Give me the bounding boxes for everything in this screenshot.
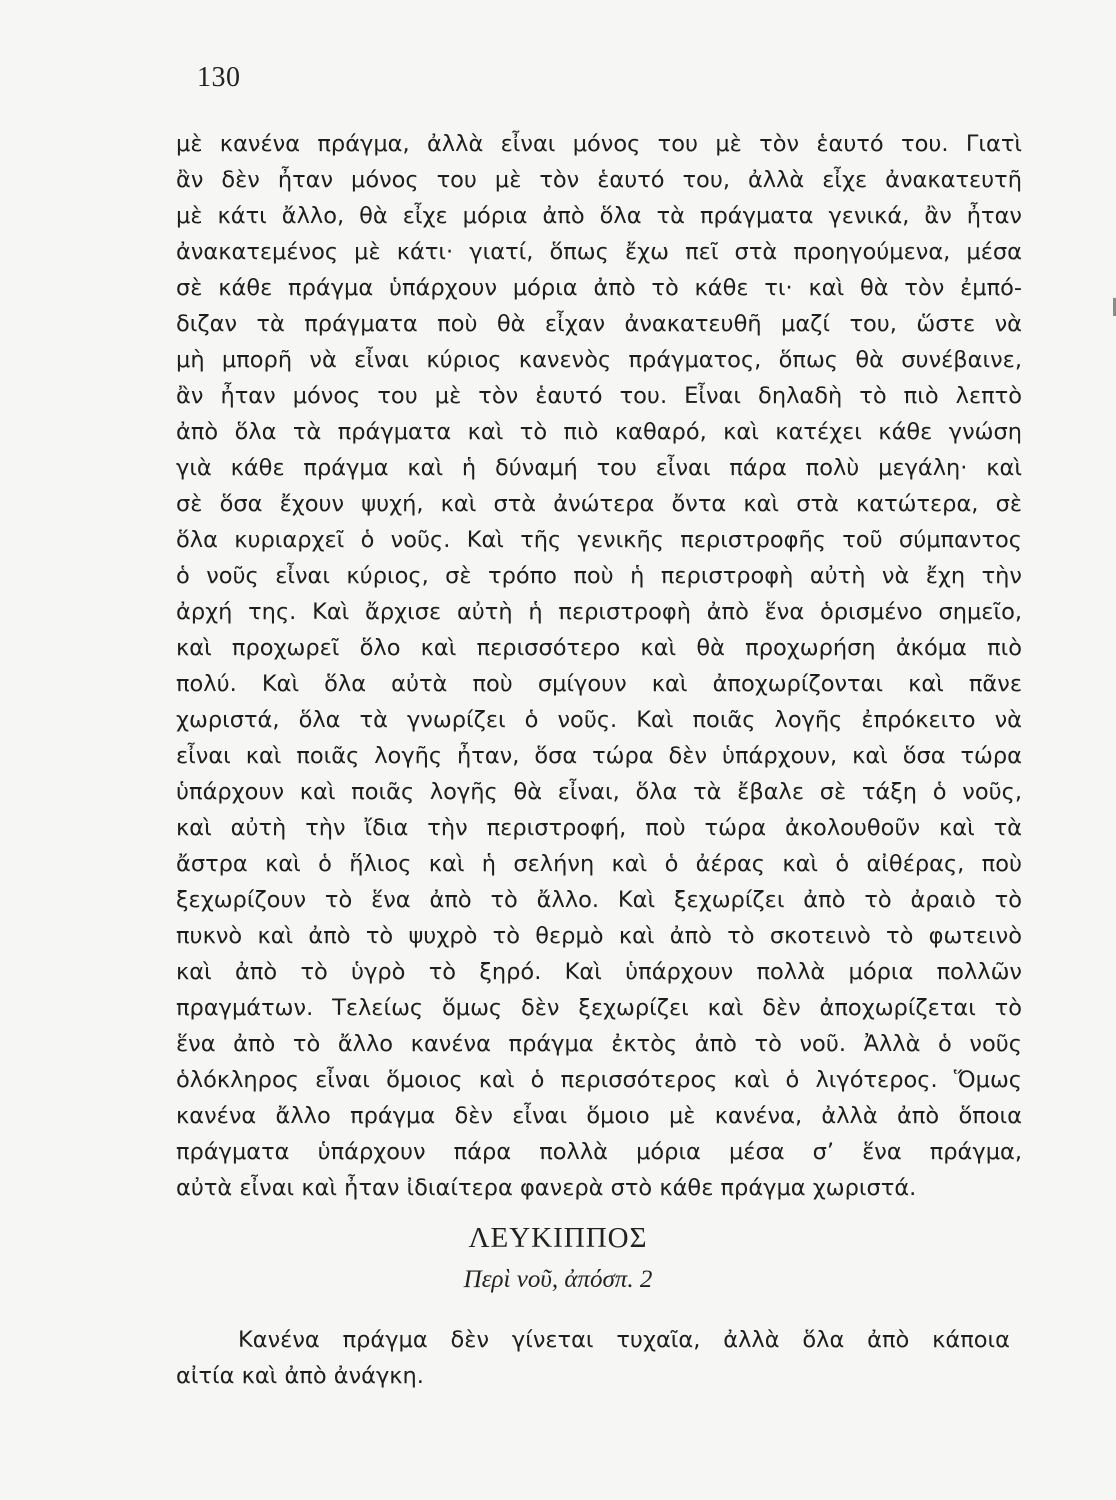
text-line: ὁ νοῦς εἶναι κύριος, σὲ τρόπο ποὺ ἡ περιστροφὴ αὐτὴ νὰ ἔχη τὴν: [176, 563, 1022, 589]
text-line: ὑπάρχουν καὶ ποιᾶς λογῆς θὰ εἶναι, ὅλα τὰ ἔβαλε σὲ τάξη ὁ νοῦς,: [176, 779, 1022, 805]
text-line: μὲ κάτι ἄλλο, θὰ εἶχε μόρια ἀπὸ ὅλα τὰ πράγματα γενικά, ἂν ἦταν: [176, 203, 1022, 229]
text-line: ἀνακατεμένος μὲ κάτι· γιατί, ὅπως ἔχω πεῖ στὰ προηγούμενα, μέσα: [176, 239, 1022, 265]
text-line: ἕνα ἀπὸ τὸ ἄλλο κανένα πράγμα ἐκτὸς ἀπὸ τὸ νοῦ. Ἀλλὰ ὁ νοῦς: [176, 1031, 1022, 1057]
section-subtitle: Περὶ νοῦ, ἀπόσπ. 2: [463, 1266, 653, 1293]
text-line: ἀπὸ ὅλα τὰ πράγματα καὶ τὸ πιὸ καθαρό, καὶ κατέχει κάθε γνώση: [176, 419, 1022, 445]
text-line: ὁλόκληρος εἶναι ὅμοιος καὶ ὁ περισσότερος καὶ ὁ λιγότερος. Ὅμως: [176, 1067, 1022, 1093]
page-number: 130: [197, 62, 241, 93]
text-line: σὲ ὅσα ἔχουν ψυχή, καὶ στὰ ἀνώτερα ὄντα καὶ στὰ κατώτερα, σὲ: [176, 491, 1022, 517]
text-line: χωριστά, ὅλα τὰ γνωρίζει ὁ νοῦς. Καὶ ποιᾶς λογῆς ἐπρόκειτο νὰ: [176, 707, 1022, 733]
text-line: κανένα ἄλλο πράγμα δὲν εἶναι ὅμοιο μὲ κανένα, ἀλλὰ ἀπὸ ὅποια: [176, 1103, 1022, 1129]
text-line: ἄστρα καὶ ὁ ἥλιος καὶ ἡ σελήνη καὶ ὁ ἀέρας καὶ ὁ αἰθέρας, ποὺ: [176, 851, 1022, 877]
fragment-text-block: [176, 1322, 1010, 1394]
text-line: σὲ κάθε πράγμα ὑπάρχουν μόρια ἀπὸ τὸ κάθε τι· καὶ θὰ τὸν ἐμπό-: [176, 275, 1022, 301]
text-line: ξεχωρίζουν τὸ ἕνα ἀπὸ τὸ ἄλλο. Καὶ ξεχωρίζει ἀπὸ τὸ ἀραιὸ τὸ: [176, 887, 1022, 913]
text-line: ἂν δὲν ἦταν μόνος του μὲ τὸν ἑαυτό του, ἀλλὰ εἶχε ἀνακατευτῆ: [176, 167, 1022, 193]
text-line: καὶ ἀπὸ τὸ ὑγρὸ τὸ ξηρό. Καὶ ὑπάρχουν πολλὰ μόρια πολλῶν: [176, 959, 1022, 985]
text-line: αὐτὰ εἶναι καὶ ἦταν ἰδιαίτερα φανερὰ στὸ κάθε πράγμα χωριστά.: [176, 1175, 917, 1201]
text-line: πραγμάτων. Τελείως ὅμως δὲν ξεχωρίζει καὶ δὲν ἀποχωρίζεται τὸ: [176, 995, 1022, 1021]
text-line: μὴ μπορῆ νὰ εἶναι κύριος κανενὸς πράγματος, ὅπως θὰ συνέβαινε,: [176, 347, 1022, 373]
text-line: εἶναι καὶ ποιᾶς λογῆς ἦταν, ὅσα τώρα δὲν ὑπάρχουν, καὶ ὅσα τώρα: [176, 743, 1022, 769]
fragment-line: αἰτία καὶ ἀπὸ ἀνάγκη.: [176, 1363, 424, 1389]
text-line: καὶ αὐτὴ τὴν ἴδια τὴν περιστροφή, ποὺ τώρα ἀκολουθοῦν καὶ τὰ: [176, 815, 1022, 841]
text-line: καὶ προχωρεῖ ὅλο καὶ περισσότερο καὶ θὰ προχωρήση ἀκόμα πιὸ: [176, 635, 1022, 661]
fragment-line: Κανένα πράγμα δὲν γίνεται τυχαῖα, ἀλλὰ ὅλα ἀπὸ κάποια: [238, 1327, 1010, 1353]
main-text-block: [176, 126, 1022, 1206]
text-line: ἂν ἦταν μόνος του μὲ τὸν ἑαυτό του. Εἶναι δηλαδὴ τὸ πιὸ λεπτὸ: [176, 383, 1022, 409]
text-line: ὅλα κυριαρχεῖ ὁ νοῦς. Καὶ τῆς γενικῆς περιστροφῆς τοῦ σύμπαντος: [176, 527, 1022, 553]
text-line: πυκνὸ καὶ ἀπὸ τὸ ψυχρὸ τὸ θερμὸ καὶ ἀπὸ τὸ σκοτεινὸ τὸ φωτεινὸ: [176, 923, 1022, 949]
text-line: γιὰ κάθε πράγμα καὶ ἡ δύναμή του εἶναι πάρα πολὺ μεγάλη· καὶ: [176, 455, 1022, 481]
text-line: μὲ κανένα πράγμα, ἀλλὰ εἶναι μόνος του μὲ τὸν ἑαυτό του. Γιατὶ: [176, 131, 1022, 157]
text-line: πολύ. Καὶ ὅλα αὐτὰ ποὺ σμίγουν καὶ ἀποχωρίζονται καὶ πᾶνε: [176, 671, 1022, 697]
text-line: ἀρχή της. Καὶ ἄρχισε αὐτὴ ἡ περιστροφὴ ἀπὸ ἕνα ὁρισμένο σημεῖο,: [176, 599, 1022, 625]
text-line: πράγματα ὑπάρχουν πάρα πολλὰ μόρια μέσα σ’ ἕνα πράγμα,: [176, 1139, 1022, 1165]
section-title: ΛΕΥΚΙΠΠΟΣ: [468, 1222, 648, 1254]
text-line: διζαν τὰ πράγματα ποὺ θὰ εἶχαν ἀνακατευθῆ μαζί του, ὥστε νὰ: [176, 311, 1022, 337]
